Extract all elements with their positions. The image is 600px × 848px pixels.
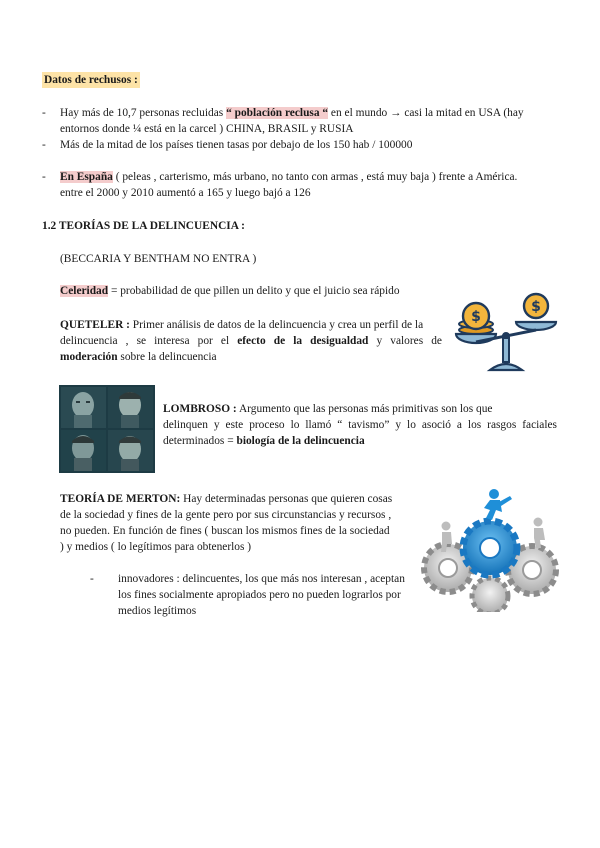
text: no pueden. En función de fines ( buscan los mismos fines de la sociedad	[60, 525, 390, 537]
text: de la sociedad y fines de la gente pero por sus circunstancias y recursos ,	[60, 509, 392, 521]
text: entre el 2000 y 2010 aumentó a 165 y luego bajó a 126	[60, 187, 311, 199]
blue-gear-center	[463, 521, 517, 575]
text: Más de la mitad de los países tienen tasas por debajo de los 150 hab / 100000	[60, 139, 413, 151]
bold-term: biología de la delincuencia	[236, 435, 365, 447]
grey-figure-right-icon	[534, 518, 546, 549]
bullet-dash: -	[42, 107, 46, 119]
text: y valores de	[368, 335, 442, 347]
text: en el mundo → casi la mitad en USA (hay	[328, 107, 524, 119]
text: innovadores : delincuentes, los que más nos interesan , aceptan	[118, 573, 405, 585]
merton-paragraph	[60, 491, 420, 555]
blue-figure-icon	[484, 489, 512, 520]
text: delincuencia , se interesa por el	[60, 335, 238, 347]
text: Primer análisis de datos de la delincuencia y crea un perfil de la	[129, 319, 424, 331]
bullet-dash: -	[90, 573, 94, 585]
svg-text:$: $	[531, 299, 541, 315]
text: Hay más de 10,7 personas recluidas	[60, 107, 227, 119]
balance-scale-coins-icon	[452, 292, 558, 374]
bullet-dash: -	[42, 171, 46, 183]
queteler-name: QUETELER :	[60, 319, 130, 331]
text: entornos donde ¼ está en la carcel ) CHINA, BRASIL y RUSIA	[60, 123, 354, 135]
highlight-celeridad: Celeridad	[60, 285, 109, 297]
text: sobre la delincuencia	[117, 351, 217, 363]
text: los fines socialmente apropiados pero no pueden lograrlos por	[118, 589, 401, 601]
lombroso-name: LOMBROSO :	[163, 403, 237, 415]
text: ( peleas , carterismo, más urbano, no tanto con armas , está muy baja ) frente a América.	[112, 171, 518, 183]
queteler-paragraph	[60, 317, 442, 365]
bullet-innovadores	[90, 571, 416, 619]
text: = probabilidad de que pillen un delito y que el juicio sea rápido	[108, 285, 400, 297]
section-heading-teorias: 1.2 TEORÍAS DE LA DELINCUENCIA :	[42, 220, 245, 232]
highlight-en-espana: En España	[60, 171, 113, 183]
bullet-espana	[42, 169, 562, 201]
text: Hay determinadas personas que quieren cosas	[180, 493, 393, 505]
text: Argumento que las personas más primitivas son los que	[236, 403, 493, 415]
highlight-poblacion-reclusa: “ población reclusa “	[226, 107, 329, 119]
grey-gear-bottom	[472, 578, 508, 612]
svg-text:$: $	[471, 309, 481, 325]
bullet-dash: -	[42, 139, 46, 151]
text: ) y medios ( lo legítimos para obtenerlos )	[60, 541, 252, 553]
section-heading-datos: Datos de rechusos :	[44, 74, 138, 86]
beccaria-note: (BECCARIA Y BENTHAM NO ENTRA )	[60, 253, 257, 265]
lombroso-faces-photo	[59, 385, 155, 473]
gears-people-illustration	[420, 486, 560, 612]
text: medios legítimos	[118, 605, 197, 617]
merton-name: TEORÍA DE MERTON:	[60, 493, 181, 505]
celeridad-definition	[60, 283, 460, 299]
bold-term: efecto de la desigualdad	[237, 335, 369, 347]
text: determinados =	[163, 435, 237, 447]
bullet-poblacion	[42, 105, 562, 137]
lombroso-paragraph	[163, 401, 557, 449]
bold-term: moderación	[60, 351, 118, 363]
text: delinquen y este proceso lo llamó “ tavismo” y lo asoció a los rasgos faciales	[163, 419, 557, 431]
bullet-tasas	[42, 137, 562, 153]
